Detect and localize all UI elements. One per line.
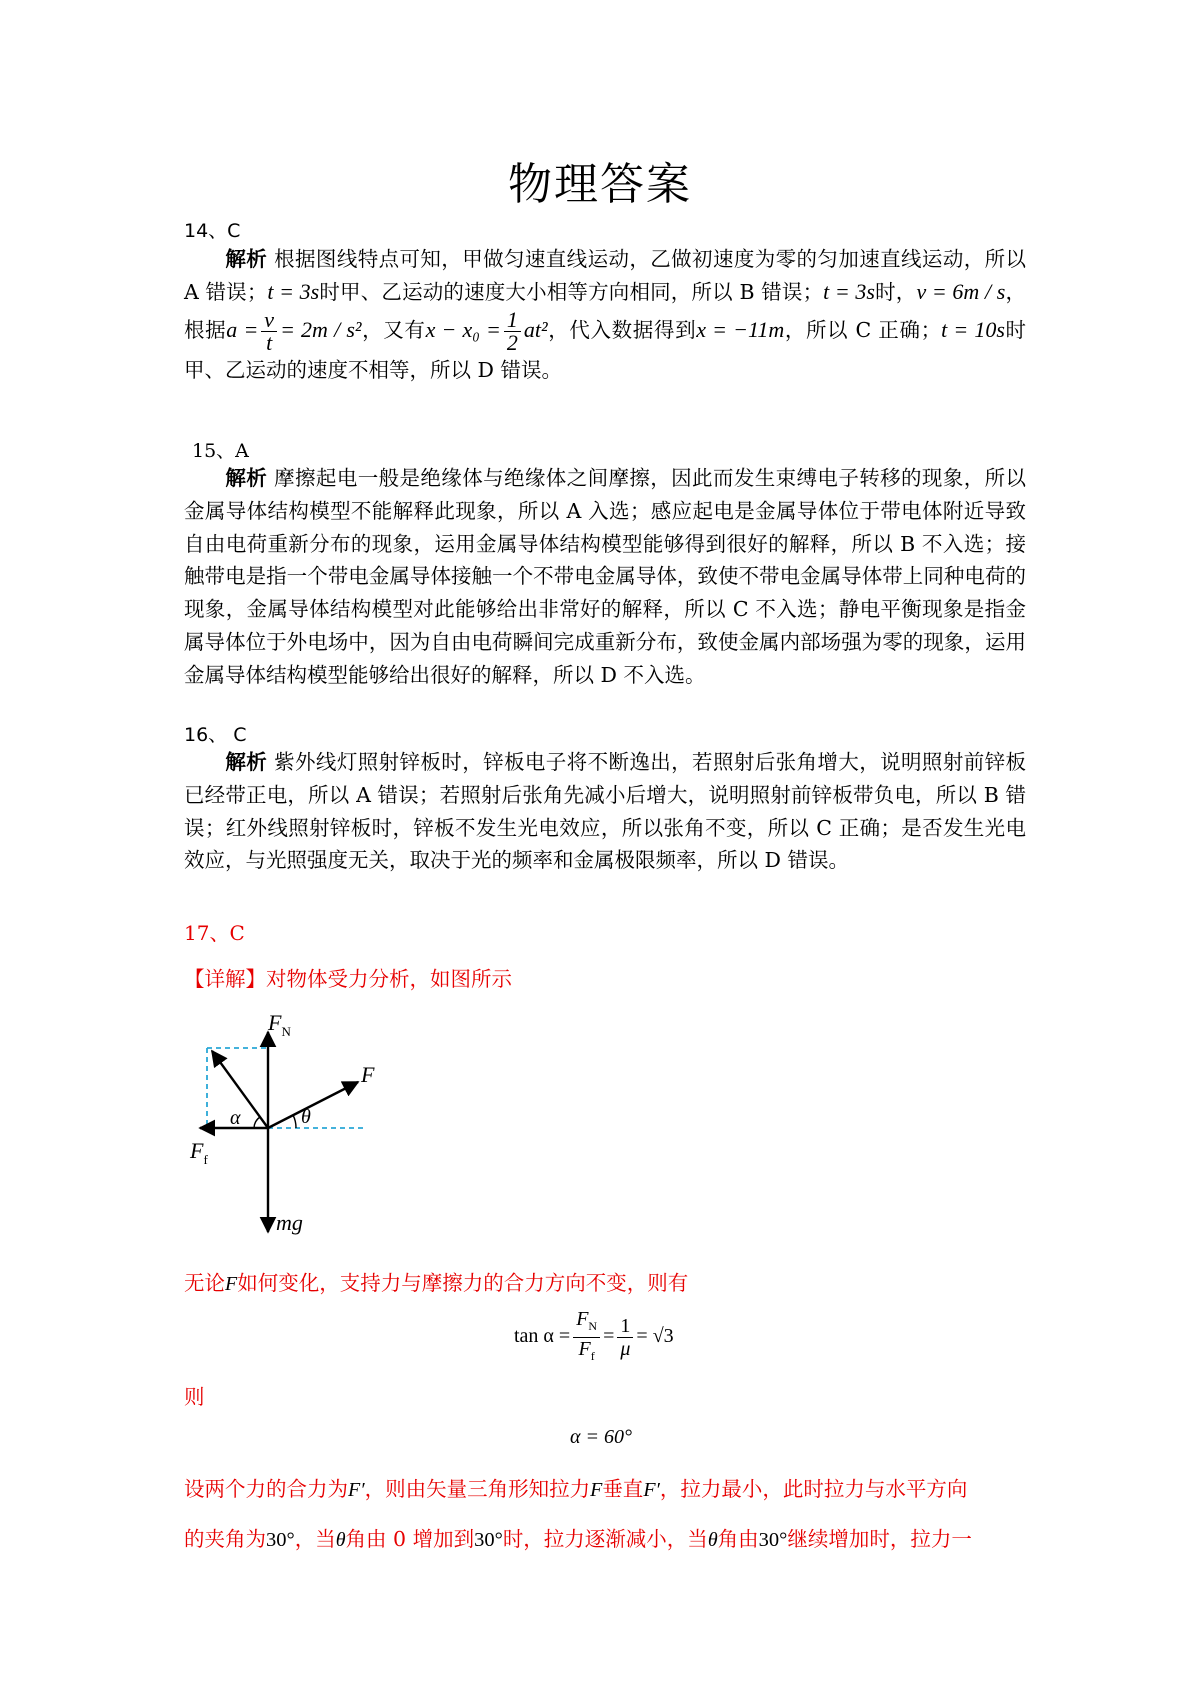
q14-frac-den: t xyxy=(266,329,273,355)
q14-half-num: 1 xyxy=(504,309,521,332)
theta-label: θ xyxy=(301,1106,311,1128)
q17-ze: 则 xyxy=(184,1385,205,1409)
q14-text-7: ，所以 C 正确； xyxy=(784,317,942,342)
force-diagram xyxy=(180,1010,400,1250)
mg-label: mg xyxy=(276,1210,303,1235)
eq1-fn: F xyxy=(576,1308,589,1330)
eq1-ff-sub: f xyxy=(590,1349,595,1363)
q14-fraction-v-t xyxy=(261,306,277,355)
q17-line-4-theta2: θ xyxy=(707,1529,718,1551)
q17-line-3-c: 垂直 xyxy=(602,1477,644,1501)
alpha-arc xyxy=(254,1117,260,1128)
q14-math-1: t = 3s xyxy=(267,278,320,304)
q16-label: 解析 xyxy=(225,750,268,774)
q15-label: 解析 xyxy=(225,466,268,490)
q17-line-4-c: 角由 0 增加到 xyxy=(345,1527,475,1551)
eq1-fn-sub: N xyxy=(588,1319,598,1333)
q14-analysis xyxy=(184,243,1026,386)
q17-line-1-b: 如何变化，支持力与摩擦力的合力方向不变，则有 xyxy=(237,1271,689,1295)
q14-math-4b: = 2m / s² xyxy=(280,316,362,342)
f-label: F xyxy=(361,1062,375,1087)
q14-math-7: t = 10s xyxy=(941,316,1005,342)
q14-label: 解析 xyxy=(225,247,268,271)
q15-text: 摩擦起电一般是绝缘体与绝缘体之间摩擦，因此而发生束缚电子转移的现象，所以金属导体结构模型不能解释此现象，所以 A 入选；感应起电是金属导体位于带电体附近导致自由电荷重新分布的现象，运用金属导体结构模型能够得到很好的解释，所以 B 不入选；接触带电是指一个带电金属导体接触一个不带电金属导体，致使不带电金属导体带上同种电荷的现象，金属导体结构模型对此能够给出非常好的解释，所以 C 不入选；静电平衡现象是指金属导体位于外电场中，因为自由电荷瞬间完成重新分布，致使金属内部场强为零的现象，运用金属导体结构模型能够给出很好的解释，所以 D 不入选。 xyxy=(184,466,1027,687)
q17-line-4-e: 角由 xyxy=(717,1527,759,1551)
q14-fraction-half xyxy=(504,306,521,355)
page-title: 物理答案 xyxy=(508,159,692,210)
q15-heading: 15、A xyxy=(192,440,249,462)
q17-heading: 17、C xyxy=(184,921,245,945)
q16-heading: 16、 C xyxy=(184,724,247,746)
q17-line-3-fp: F′ xyxy=(348,1479,365,1501)
alpha-label: α xyxy=(230,1107,241,1129)
q17-line-1-f: F xyxy=(225,1273,238,1295)
q17-detail xyxy=(184,962,512,992)
q15-analysis xyxy=(184,462,1026,692)
q16-analysis xyxy=(184,746,1026,877)
q14-text-4: ，根据 xyxy=(184,279,1027,342)
eq1-frac-mu xyxy=(617,1315,633,1360)
q14-text-6: ，代入数据得到 xyxy=(547,317,697,342)
q14-heading: 14、C xyxy=(184,220,241,242)
equation-tan-alpha xyxy=(514,1308,674,1367)
q14-text-3: 时， xyxy=(874,279,917,304)
q14-math-5a: x − x₀ = xyxy=(425,316,501,342)
eq1-frac-forces xyxy=(573,1308,600,1367)
q14-math-4a: a = xyxy=(226,316,259,342)
q14-text-1: 根据图线特点可知，甲做匀速直线运动，乙做初速度为零的匀加速直线运动，所以 A 错误； xyxy=(184,247,1027,304)
q17-line-3-f: F xyxy=(590,1479,603,1501)
q14-math-5b: at² xyxy=(523,316,548,342)
q17-line-4-f: 继续增加时，拉力一 xyxy=(787,1527,972,1551)
q14-math-6: x = −11m xyxy=(696,316,785,342)
ff-label: $F_f$ xyxy=(190,1138,208,1167)
q14-half-den: 2 xyxy=(506,329,518,355)
eq1-lhs: tan α = xyxy=(514,1325,571,1348)
q17-line-4-b: ，当 xyxy=(294,1527,336,1551)
q17-line-4-30b: 30° xyxy=(474,1529,503,1551)
q14-text-8: 时甲、乙运动的速度不相等，所以 D 错误。 xyxy=(184,317,1027,382)
eq1-one: 1 xyxy=(617,1315,633,1338)
eq1-ff: F xyxy=(578,1338,591,1360)
q17-line-4-a: 的夹角为 xyxy=(184,1527,266,1551)
fn-label: $F_N$ xyxy=(268,1010,291,1039)
q17-line-4-30a: 30° xyxy=(266,1529,295,1551)
q17-detail-text: 对物体受力分析，如图所示 xyxy=(266,967,512,991)
q17-detail-label: 【详解】 xyxy=(184,967,266,991)
q17-line-3-d: ，拉力最小，此时拉力与水平方向 xyxy=(659,1477,968,1501)
q16-text: 紫外线灯照射锌板时，锌板电子将不断逸出，若照射后张角增大，说明照射前锌板已经带正电，所以 A 错误；若照射后张角先减小后增大，说明照射前锌板带负电，所以 B 错误；红外线照射锌板时，锌板不发生光电效应，所以张角不变，所以 C 正确；是否发生光电效应，与光照强度无关，取决于光的频率和金属极限频率，所以 D 错误。 xyxy=(184,750,1027,873)
q17-line-4-d: 时，拉力逐渐减小，当 xyxy=(502,1527,708,1551)
equation-alpha-60: α = 60° xyxy=(570,1426,632,1448)
q14-frac-num: v xyxy=(261,309,277,332)
q14-text-2: 时甲、乙运动的速度大小相等方向相同，所以 B 错误； xyxy=(319,279,824,304)
q17-line-1-a: 无论 xyxy=(184,1271,225,1295)
q17-line-3-a: 设两个力的合力为 xyxy=(184,1477,348,1501)
q17-line-3 xyxy=(184,1472,967,1502)
q17-line-4-30c: 30° xyxy=(758,1529,788,1551)
theta-arc xyxy=(293,1115,296,1128)
q14-math-2: t = 3s xyxy=(823,278,875,304)
eq1-rhs: = √3 xyxy=(636,1325,674,1348)
q17-line-3-b: ，则由矢量三角形知拉力 xyxy=(364,1477,591,1501)
q17-line-4 xyxy=(184,1522,972,1552)
q17-line-1 xyxy=(184,1266,688,1296)
q17-line-4-theta1: θ xyxy=(335,1529,346,1551)
q14-text-5: ，又有 xyxy=(361,317,426,342)
q17-line-3-fp2: F′ xyxy=(643,1479,660,1501)
eq1-mu: μ xyxy=(620,1338,631,1360)
pull-force-arrow xyxy=(268,1082,358,1128)
eq1-mid: = xyxy=(603,1325,615,1348)
q14-math-3: v = 6m / s xyxy=(916,278,1006,304)
